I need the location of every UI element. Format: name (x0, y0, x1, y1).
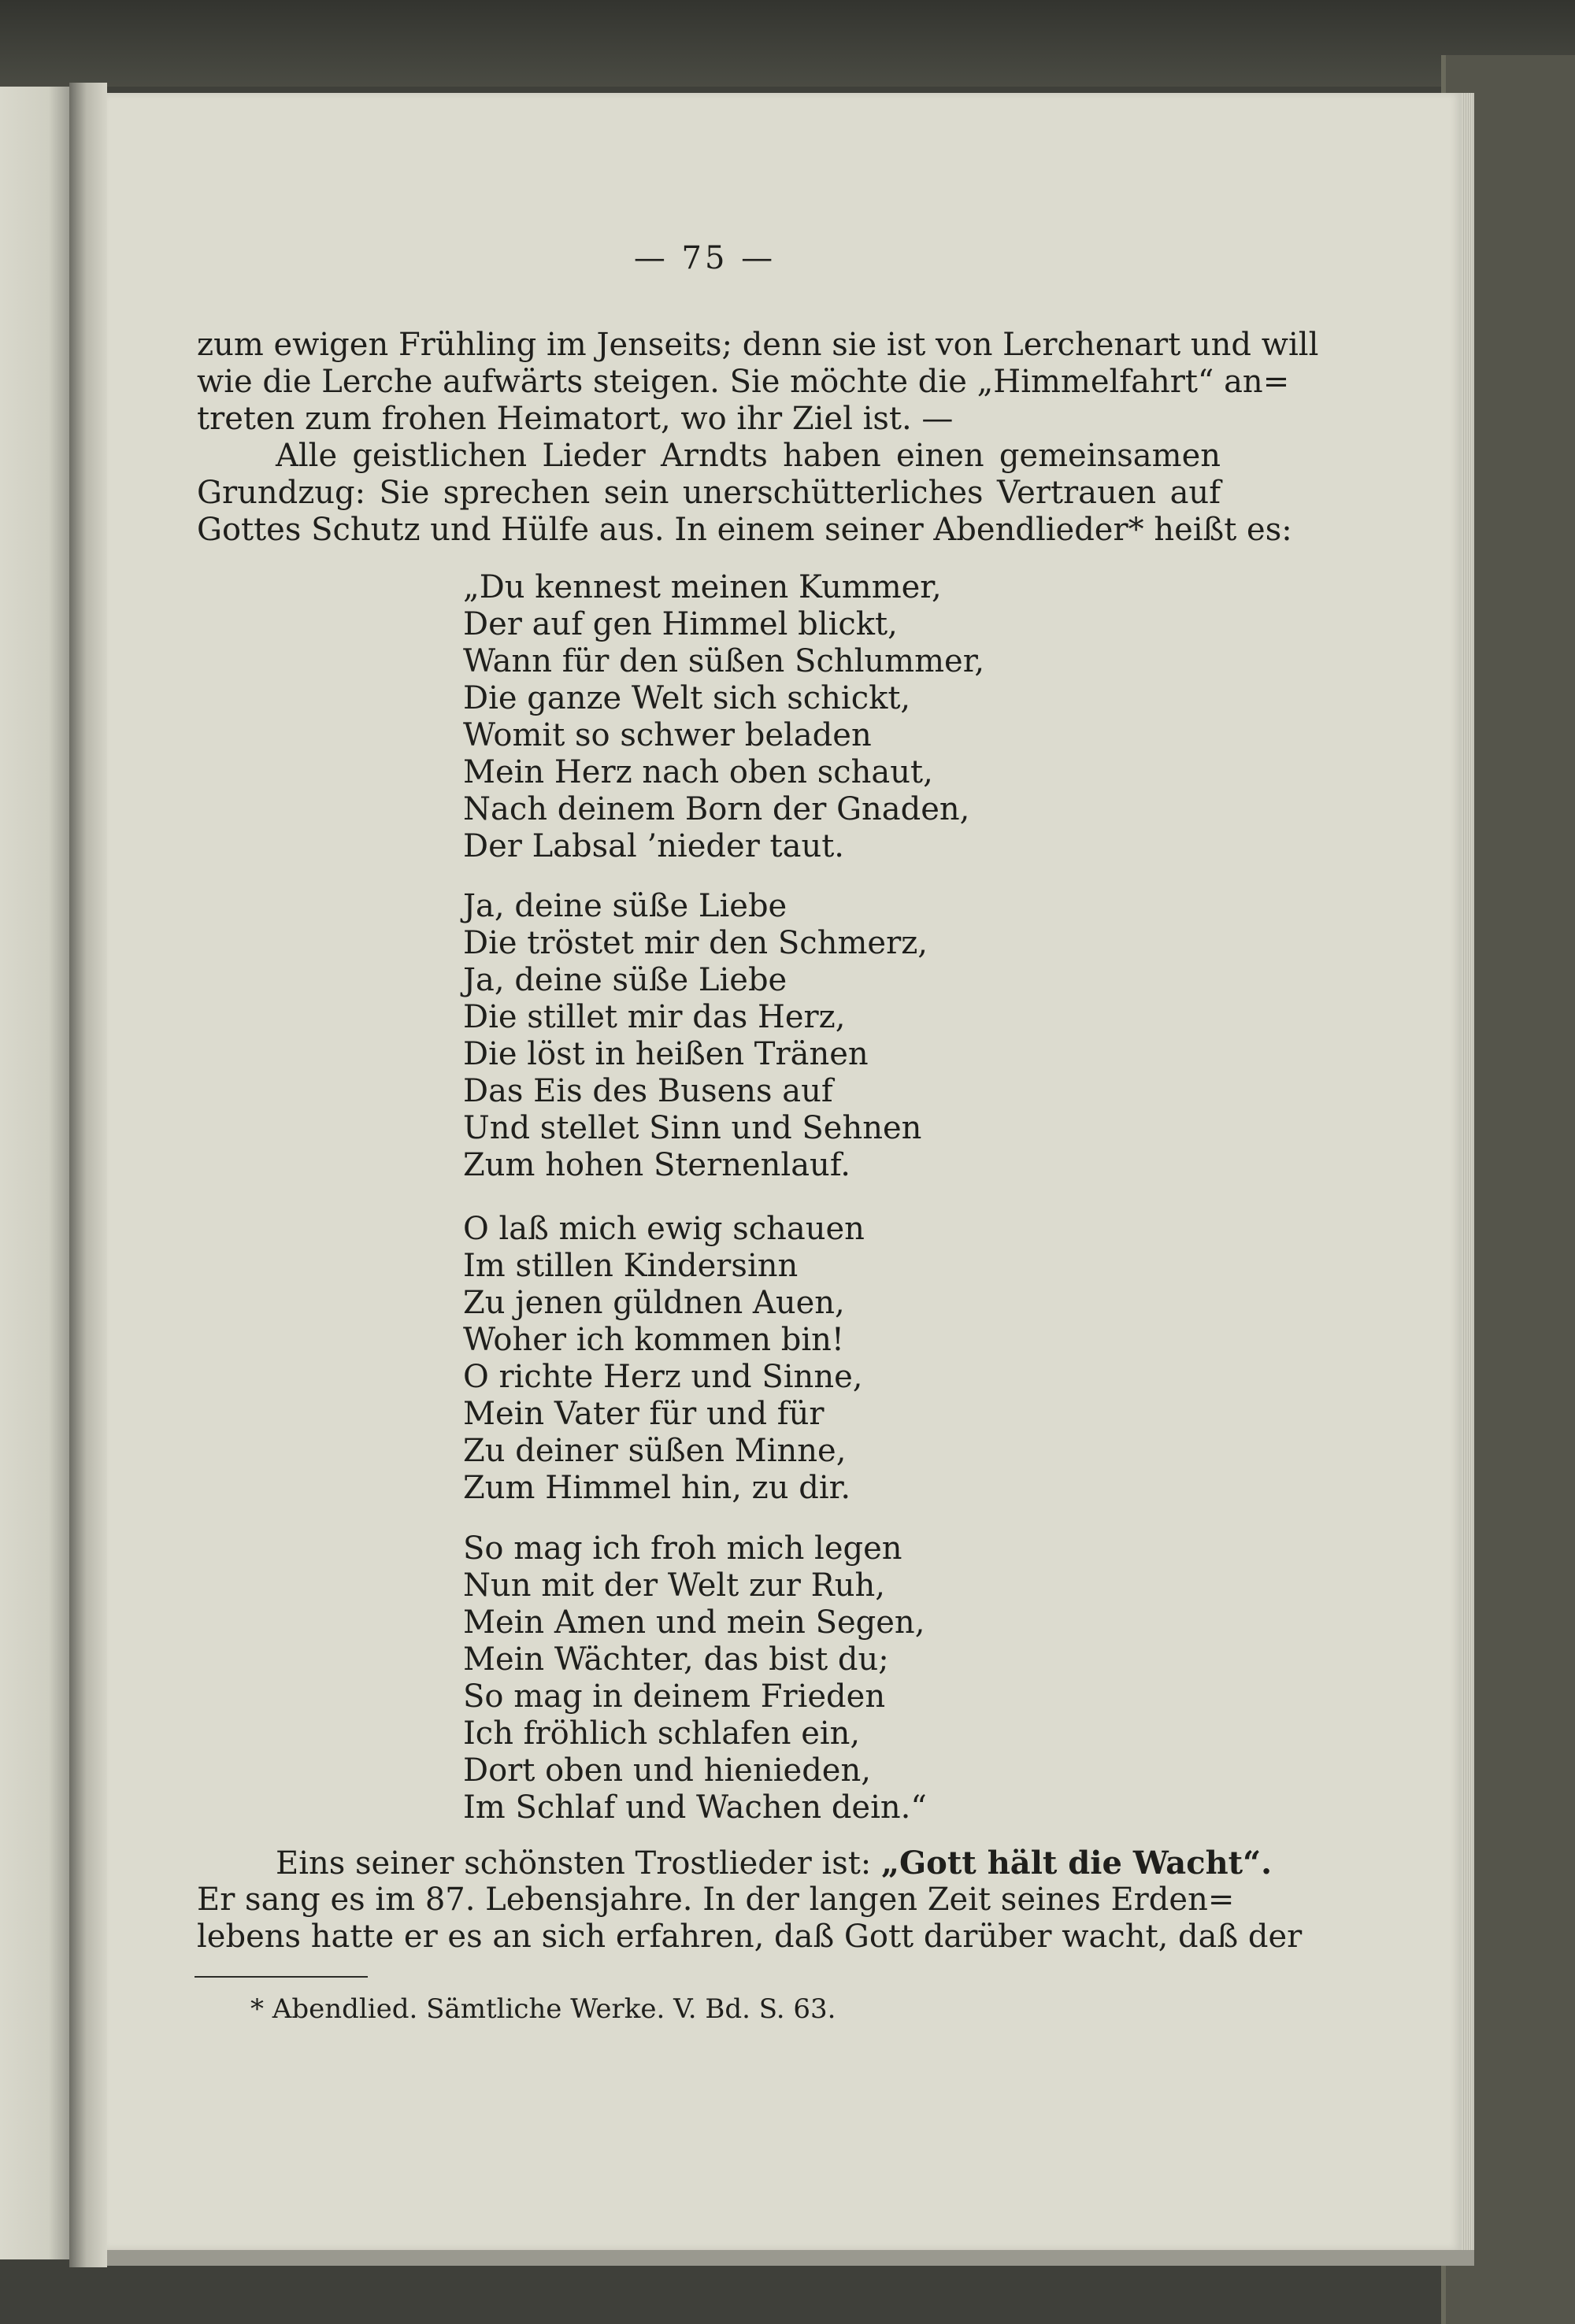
verse-line: Ja, deine süße Liebe (463, 888, 788, 924)
text-line (197, 1845, 1273, 1882)
verse-line: Woher ich kommen bin! (463, 1322, 844, 1358)
verse-line: Dort oben und hienieden, (463, 1752, 871, 1789)
verse-line: „Du kennest meinen Kummer, (463, 569, 942, 605)
text-line: zum ewigen Frühling im Jenseits; denn sie ist von Lerchenart und will (197, 327, 1319, 363)
page-number: — 75 — (633, 240, 776, 276)
verse-line: Die ganze Welt sich schickt, (463, 680, 911, 716)
verse-line: Zu deiner süßen Minne, (463, 1433, 847, 1469)
verse-line: Zum hohen Sternenlauf. (463, 1147, 850, 1183)
verse-line: Zu jenen güldnen Auen, (463, 1285, 845, 1321)
verse-line: Mein Amen und mein Segen, (463, 1604, 925, 1641)
footnote-divider (195, 1976, 368, 1978)
poem-stanza-3 (463, 1211, 1172, 1507)
verse-line: Womit so schwer beladen (463, 717, 872, 753)
verse-line: Mein Vater für und für (463, 1396, 825, 1432)
verse-line: O laß mich ewig schauen (463, 1211, 865, 1247)
intro-paragraph (197, 327, 1319, 438)
verse-line: Der auf gen Himmel blickt, (463, 606, 898, 642)
second-paragraph (197, 438, 1292, 549)
verse-line: Mein Herz nach oben schaut, (463, 754, 933, 790)
verse-line: Mein Wächter, das bist du; (463, 1641, 889, 1678)
verse-line: Zum Himmel hin, zu dir. (463, 1470, 851, 1506)
song-title: „Gott hält die Wacht“. (880, 1845, 1273, 1882)
page-stack-edge (1462, 93, 1474, 2250)
text-line: Alle geistlichen Lieder Arndts haben einen gemeinsamen (276, 438, 1221, 474)
text-line: Er sang es im 87. Lebensjahre. In der langen Zeit seines Erden= (197, 1882, 1235, 1918)
verse-line: So mag ich froh mich legen (463, 1530, 902, 1567)
verse-line: Das Eis des Busens auf (463, 1073, 833, 1109)
text-line: wie die Lerche aufwärts steigen. Sie möchte die „Himmelfahrt“ an= (197, 364, 1290, 400)
text-line: lebens hatte er es an sich erfahren, daß Gott darüber wacht, daß der (197, 1919, 1303, 1955)
text-line: treten zum frohen Heimatort, wo ihr Ziel ist. — (197, 401, 954, 437)
poem-stanza-2 (463, 888, 1172, 1184)
verse-line: Die löst in heißen Tränen (463, 1036, 869, 1072)
verse-line: Nun mit der Welt zur Ruh, (463, 1567, 885, 1604)
page-bottom-edge (107, 2250, 1474, 2266)
verse-line: Die stillet mir das Herz, (463, 999, 846, 1035)
verse-line: Ja, deine süße Liebe (463, 962, 788, 998)
book-gutter (69, 83, 107, 2267)
verse-line: Ich fröhlich schlafen ein, (463, 1715, 861, 1752)
text-span: Eins seiner schönsten Trostlieder ist: (276, 1845, 881, 1882)
verse-line: Die tröstet mir den Schmerz, (463, 925, 928, 961)
poem-stanza-1 (463, 569, 1172, 865)
text-line: Grundzug: Sie sprechen sein unerschütterliches Vertrauen auf (197, 475, 1221, 511)
verse-line: So mag in deinem Frieden (463, 1678, 886, 1715)
poem-stanza-4 (463, 1530, 1172, 1826)
verse-line: Im Schlaf und Wachen dein.“ (463, 1789, 927, 1826)
verse-line: Im stillen Kindersinn (463, 1248, 799, 1284)
verse-line: Nach deinem Born der Gnaden, (463, 791, 970, 827)
third-paragraph (197, 1845, 1303, 1956)
text-line: Gottes Schutz und Hülfe aus. In einem seiner Abendlieder* heißt es: (197, 512, 1292, 548)
book-cover-top (0, 0, 1575, 87)
footnote: * Abendlied. Sämtliche Werke. V. Bd. S. 63. (250, 1993, 836, 2025)
verse-line: Wann für den süßen Schlummer, (463, 643, 985, 679)
left-page-edge (0, 87, 69, 2259)
verse-line: Und stellet Sinn und Sehnen (463, 1110, 922, 1146)
verse-line: O richte Herz und Sinne, (463, 1359, 863, 1395)
verse-line: Der Labsal ’nieder taut. (463, 828, 845, 864)
